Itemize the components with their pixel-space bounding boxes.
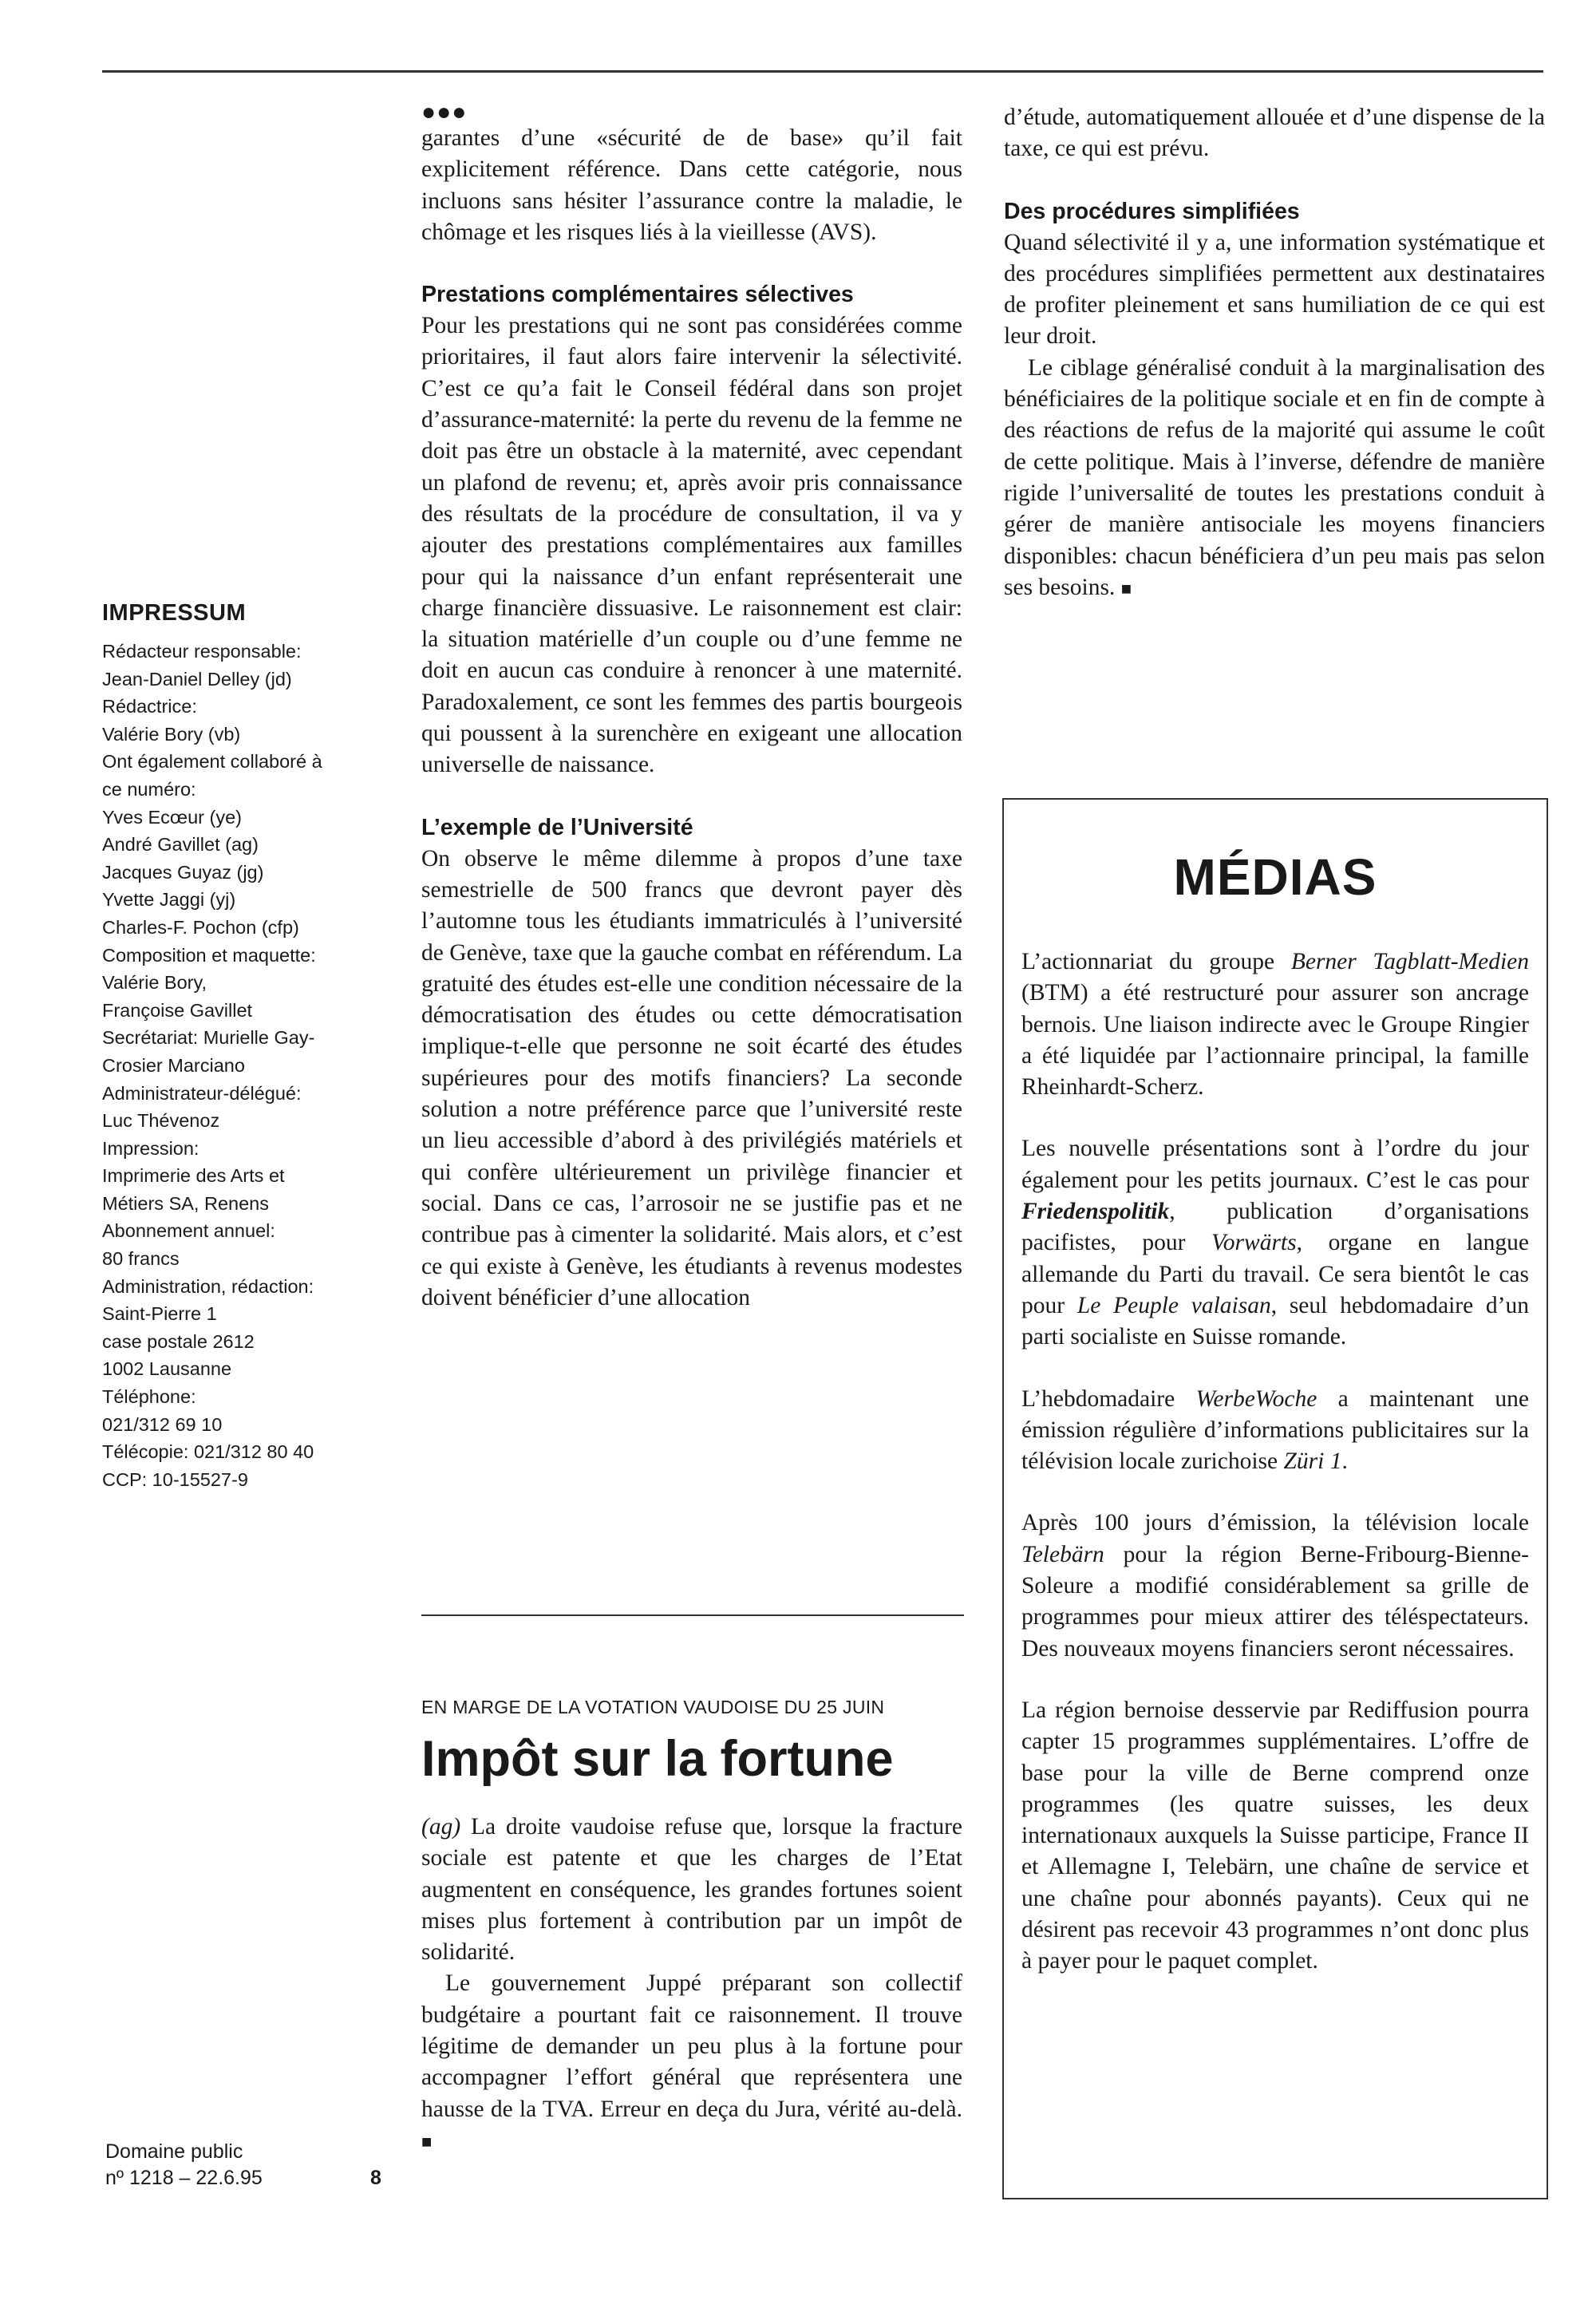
section-heading-prestations: Prestations complémentaires sélectives xyxy=(421,282,854,308)
impressum-line: Yvette Jaggi (yj) xyxy=(102,889,236,911)
impressum-line: ce numéro: xyxy=(102,778,196,800)
impressum-line: Charles-F. Pochon (cfp) xyxy=(102,916,299,938)
article-kicker: EN MARGE DE LA VOTATION VAUDOISE DU 25 JUIN xyxy=(421,1697,885,1717)
impressum-line: 1002 Lausanne xyxy=(102,1358,232,1380)
continued-paragraph: d’étude, automatiquement allouée et d’une dispense de la taxe, ce qui est prévu. xyxy=(1004,105,1545,162)
impressum-line: Ont également collaboré à xyxy=(102,751,322,773)
section-paragraph-prestations: Pour les prestations qui ne sont pas considérées comme prioritaires, il faut alors faire intervenir la sélectivité. C’est ce qu’a fait le Conseil fédéral dans son projet d’assurance-maternité: la perte du revenu de la femme ne doit pas être un obstacle à la maternité, avec cependant un plafond de revenu; et, après avoir pris connaissance des résultats de la procédure de consultation, il va y ajouter des prestations complémentaires aux familles pour qui la naissance d’un enfant représenterait une charge financière dissuasive. Le raisonnement est clair: la situation matérielle d’un couple ou d’une femme ne doit en aucun cas conduire à renoncer à une maternité. Paradoxalement, ce sont les femmes des partis bourgeois qui poussent à la surenchère en exigeant une allocation universelle de naissance. xyxy=(421,313,962,778)
impressum-line: CCP: 10-15527-9 xyxy=(102,1468,248,1490)
medias-box xyxy=(1002,798,1548,2199)
impressum-lines xyxy=(102,638,389,1493)
impressum-line: Composition et maquette: xyxy=(102,944,316,966)
impressum-line: Valérie Bory, xyxy=(102,972,207,994)
medias-title: MÉDIAS xyxy=(1173,848,1377,906)
impressum-line: Luc Thévenoz xyxy=(102,1110,220,1132)
page-number: 8 xyxy=(370,2167,381,2189)
medias-item-1: L’actionnariat du groupe Berner Tagblatt-Medien (BTM) a été restructuré pour assurer son ancrage bernois. Une liaison indirecte avec le Groupe Ringier a été liquidée par l’actionnaire principal, la famille Rheinhardt-Scherz. xyxy=(1021,949,1529,1101)
article-headline: Impôt sur la fortune xyxy=(421,1731,894,1787)
fortune-paragraph-2: Le gouvernement Juppé préparant son collectif budgétaire a pourtant fait ce raisonnement. Il trouve légitime de demander un peu plus à la fortune pour accompagner l’effort général que représentera une hausse de la TVA. Erreur en deça du Jura, vérité au-delà. ■ xyxy=(421,1970,962,2152)
impressum-line: Crosier Marciano xyxy=(102,1054,245,1076)
end-mark: ■ xyxy=(421,2131,433,2152)
main-article-column-2 xyxy=(421,99,962,1314)
impressum-line: Yves Ecœur (ye) xyxy=(102,806,242,828)
medias-item-4: Après 100 jours d’émission, la télévision locale Telebärn pour la région Berne-Fribourg-Bienne-Soleure a modifié considérablement sa grille de programmes pour mieux attirer des téléspectateurs. Des nouveaux moyens financiers seront nécessaires. xyxy=(1021,1510,1529,1662)
section-paragraph-universite: On observe le même dilemme à propos d’une taxe semestrielle de 500 francs que devront payer dès l’automne tous les étudiants immatriculés à l’université de Genève, taxe que la gauche combat en référendum. La gratuité des études est-elle une condition nécessaire de la démocratisation des études ou cette démocratisation implique-t-elle que personne ne soit écarté des études supérieures pour des motifs financiers? La seconde solution a notre préférence parce que l’université reste un lieu accessible d’abord à des privilégiés matériels et qui confère ultérieurement un privilège financier et social. Dans ce cas, l’arrosoir ne se justifie pas et ne contribue pas à cimenter la solidarité. Mais alors, et c’est ce qui existe à Genève, les étudiants à revenus modestes doivent bénéficier d’une allocation xyxy=(421,845,962,1310)
fortune-paragraph-1: (ag) La droite vaudoise refuse que, lorsque la fracture sociale est patente et que les charges de l’Etat augmentent en conséquence, les grandes fortunes soient mises plus fortement à contribution par un impôt de solidarité. xyxy=(421,1814,963,1966)
intro-paragraph: garantes d’une «sécurité de de base» qu’il fait explicitement référence. Dans cette catégorie, nous incluons sans hésiter l’assurance contre la maladie, le chômage et les risques liés à la vieillesse (AVS). xyxy=(421,125,962,245)
section-paragraph-procedures-1: Quand sélectivité il y a, une information systématique et des procédures simplifiées permettent aux destinataires de profiter pleinement et sans humiliation de ce qui est leur droit. xyxy=(1004,229,1545,350)
medias-item-3: L’hebdomadaire WerbeWoche a maintenant une émission régulière d’informations publicitaires sur la télévision locale zurichoise Züri 1. xyxy=(1021,1385,1529,1475)
page-footer xyxy=(105,2139,393,2191)
medias-item-5: La région bernoise desservie par Rediffusion pourra capter 15 programmes supplémentaires. L’offre de base pour la ville de Berne comprend onze programmes (les quatre suisses, les deux internationaux auxquels la Suisse participe, France II et Allemagne I, Telebärn, une chaîne de service et une chaîne pour abonnés payants). Ceux qui ne désirent pas recevoir 43 programmes n’ont donc plus à payer pour le paquet complet. xyxy=(1021,1697,1529,1974)
impressum-line: Télécopie: 021/312 80 40 xyxy=(102,1441,314,1463)
section-paragraph-procedures-2: Le ciblage généralisé conduit à la marginalisation des bénéficiaires de la politique sociale et en fin de compte à des réactions de refus de la majorité qui assume le coût de cette politique. Mais à l’inverse, défendre de manière rigide l’universalité de toutes les prestations conduit à gérer de manière antisociale les moyens financiers disponibles: chacun bénéficiera d’un peu mais pas selon ses besoins. ■ xyxy=(1004,354,1545,600)
impressum-line: Rédactrice: xyxy=(102,696,197,717)
byline: (ag) xyxy=(421,1814,461,1840)
issue-info: nº 1218 – 22.6.95 xyxy=(105,2167,263,2189)
impressum-line: André Gavillet (ag) xyxy=(102,834,259,856)
impressum-line: Téléphone: xyxy=(102,1386,196,1408)
continuation-marker: ●●● xyxy=(421,99,468,125)
end-mark: ■ xyxy=(1120,578,1132,599)
impressum-line: Valérie Bory (vb) xyxy=(102,723,241,745)
impressum-line: Administration, rédaction: xyxy=(102,1275,314,1297)
impressum-line: Secrétariat: Murielle Gay- xyxy=(102,1027,315,1049)
impressum-line: Jacques Guyaz (jg) xyxy=(102,861,264,883)
impressum-line: Françoise Gavillet xyxy=(102,999,253,1021)
impressum-line: case postale 2612 xyxy=(102,1330,255,1352)
impressum-line: Impression: xyxy=(102,1137,200,1159)
publication-name: Domaine public xyxy=(105,2140,243,2163)
impressum-line: Jean-Daniel Delley (jd) xyxy=(102,668,292,690)
impressum-line: Administrateur-délégué: xyxy=(102,1082,302,1104)
top-rule xyxy=(102,70,1543,73)
impressum-title: IMPRESSUM xyxy=(102,600,247,626)
impressum-line: Imprimerie des Arts et xyxy=(102,1165,285,1187)
article-divider xyxy=(421,1614,964,1616)
section-heading-procedures: Des procédures simplifiées xyxy=(1004,198,1300,224)
impressum-line: Métiers SA, Renens xyxy=(102,1192,269,1214)
impressum-line: Saint-Pierre 1 xyxy=(102,1303,217,1325)
section-heading-universite: L’exemple de l’Université xyxy=(421,814,693,840)
impressum-line: 021/312 69 10 xyxy=(102,1413,223,1435)
impressum xyxy=(102,600,389,1493)
impressum-line: Rédacteur responsable: xyxy=(102,641,302,662)
impressum-line: Abonnement annuel: xyxy=(102,1220,275,1242)
main-article-column-3 xyxy=(1004,102,1545,604)
impressum-line: 80 francs xyxy=(102,1248,180,1270)
fortune-article xyxy=(421,1695,962,2157)
medias-item-2: Les nouvelle présentations sont à l’ordre du jour également pour les petits journaux. C’est le cas pour Friedenspolitik, publication d’organisations pacifistes, pour Vorwärts, organe en langue allemande du Parti du travail. Ce sera bientôt le cas pour Le Peuple valaisan, seul hebdomadaire d’un parti socialiste en Suisse romande. xyxy=(1021,1136,1530,1350)
